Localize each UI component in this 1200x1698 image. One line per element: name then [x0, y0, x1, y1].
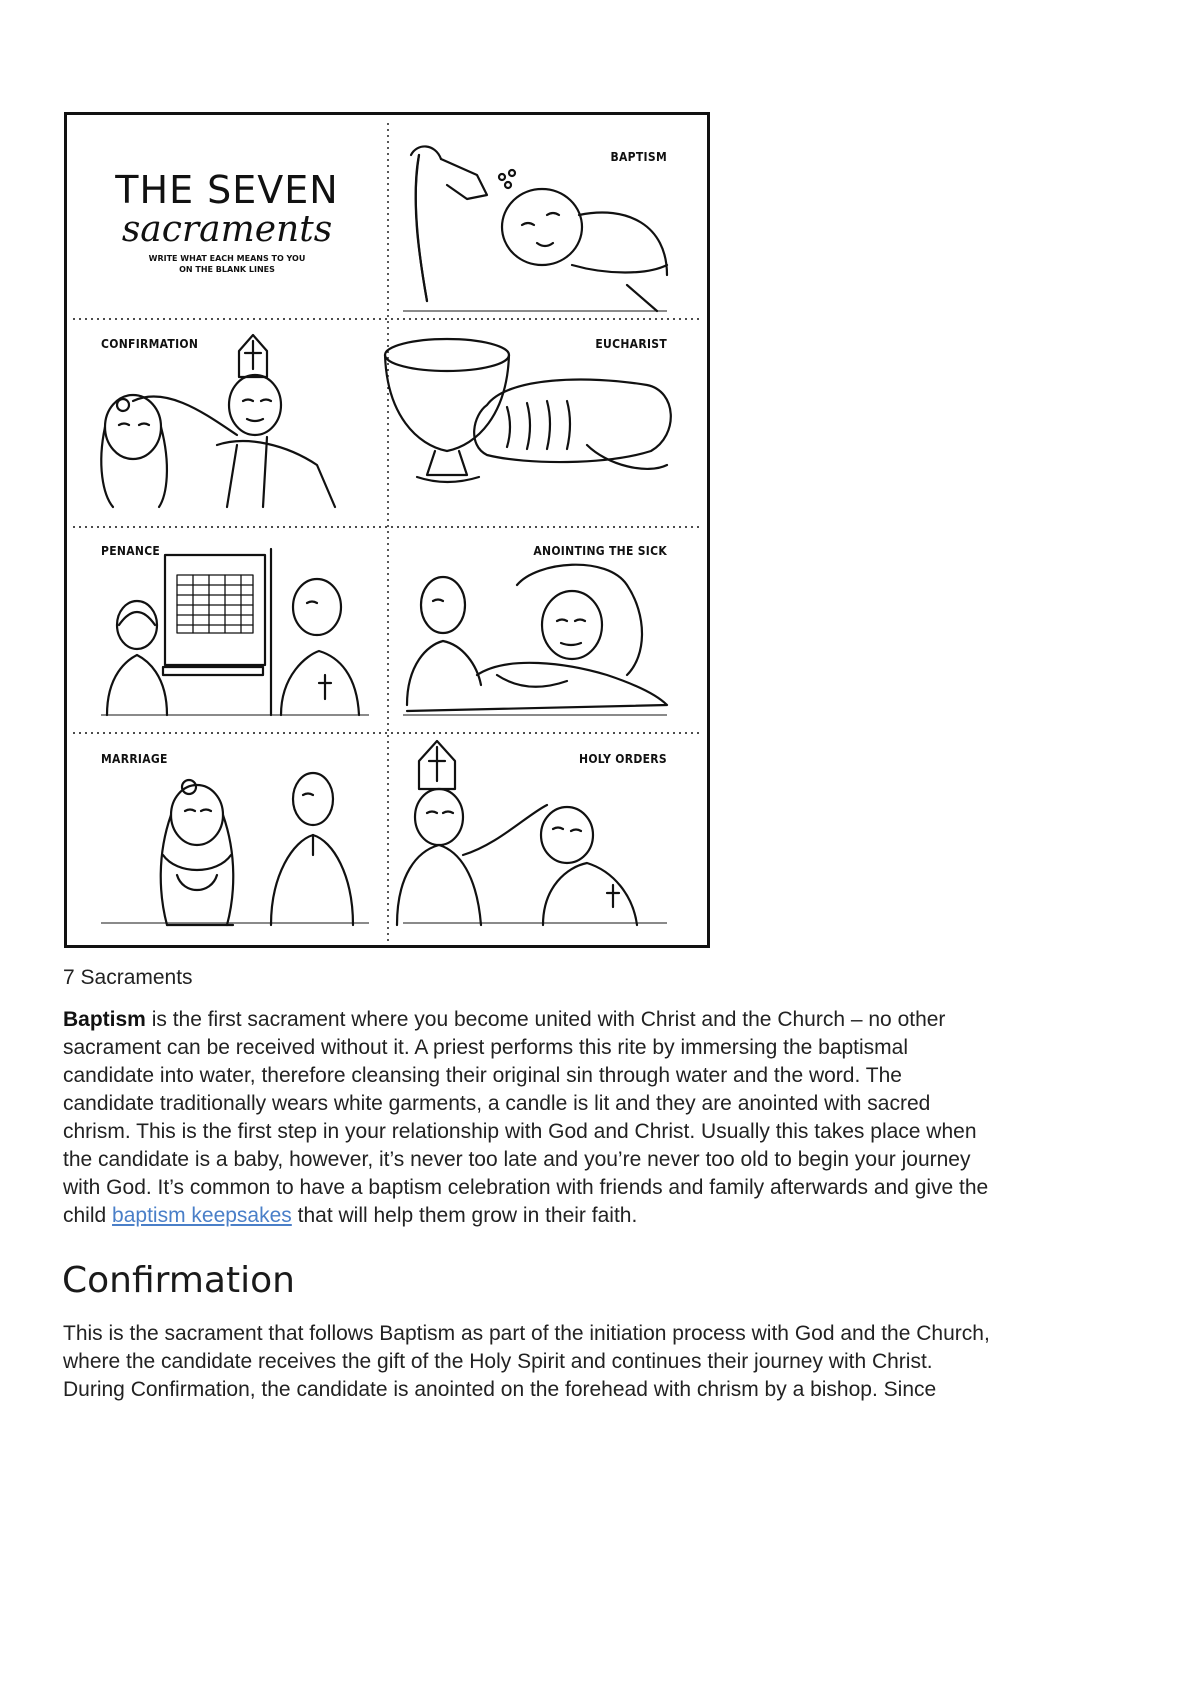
worksheet-title-sacraments: sacraments	[121, 209, 333, 250]
baptism-line-7: with God. It’s common to have a baptism celebration with friends and family afterwards and give the	[63, 1176, 989, 1199]
eucharist-illustration	[385, 339, 671, 482]
baptism-line-5: chrism. This is the first step in your relationship with God and Christ. Usually this takes place when	[63, 1120, 977, 1143]
panel-label-eucharist: EUCHARIST	[595, 337, 667, 351]
marriage-illustration	[161, 773, 353, 925]
panel-label-anointing: ANOINTING THE SICK	[533, 544, 667, 558]
confirmation-line-3: During Confirmation, the candidate is anointed on the forehead with chrism by a bishop. Since	[63, 1378, 937, 1401]
baptism-line-6: the candidate is a baby, however, it’s never too late and you’re never too old to begin your journey	[63, 1148, 971, 1171]
sacraments-worksheet-image	[64, 112, 710, 948]
blank-lines	[101, 311, 667, 923]
panel-label-confirmation: CONFIRMATION	[101, 337, 199, 351]
baptism-line-4: candidate traditionally wears white garments, a candle is lit and they are anointed with sacred	[63, 1092, 931, 1115]
anointing-illustration	[407, 565, 667, 711]
baptism-line-8-post: that will help them grow in their faith.	[291, 1204, 638, 1227]
baptism-line-3: candidate into water, therefore cleansing their original sin through water and the word. The	[63, 1064, 902, 1087]
panel-label-baptism: BAPTISM	[610, 150, 667, 164]
worksheet-drawing	[67, 115, 707, 945]
baptism-line-1	[63, 1006, 1143, 1034]
confirmation-line-2: where the candidate receives the gift of the Holy Spirit and continues their journey with Christ.	[63, 1350, 933, 1373]
panel-label-penance: PENANCE	[101, 544, 161, 558]
worksheet-subtitle-2: ON THE BLANK LINES	[179, 265, 275, 274]
baptism-line-8	[63, 1202, 1143, 1230]
baptism-line-1-text: is the first sacrament where you become united with Christ and the Church – no other	[145, 1008, 946, 1031]
figure-caption: 7 Sacraments	[63, 966, 193, 989]
confirmation-heading: Confirmation	[62, 1260, 295, 1301]
penance-illustration	[107, 549, 359, 715]
baptism-paragraph	[63, 1006, 1143, 1230]
confirmation-line-1: This is the sacrament that follows Baptism as part of the initiation process with God and the Church,	[63, 1322, 990, 1345]
baptism-keepsakes-link[interactable]: baptism keepsakes	[112, 1204, 292, 1227]
confirmation-paragraph	[63, 1320, 1143, 1404]
baptism-line-8-pre: child	[63, 1204, 113, 1227]
panel-label-marriage: MARRIAGE	[101, 752, 168, 766]
worksheet-subtitle-1: WRITE WHAT EACH MEANS TO YOU	[148, 254, 306, 263]
baptism-illustration	[411, 146, 667, 311]
panel-label-holy-orders: HOLY ORDERS	[578, 752, 667, 766]
baptism-line-2: sacrament can be received without it. A priest performs this rite by immersing the baptismal	[63, 1036, 909, 1059]
confirmation-illustration	[101, 335, 335, 507]
holy-orders-illustration	[397, 741, 637, 925]
worksheet-title-seven: THE SEVEN	[115, 168, 339, 212]
baptism-term: Baptism	[63, 1008, 146, 1031]
